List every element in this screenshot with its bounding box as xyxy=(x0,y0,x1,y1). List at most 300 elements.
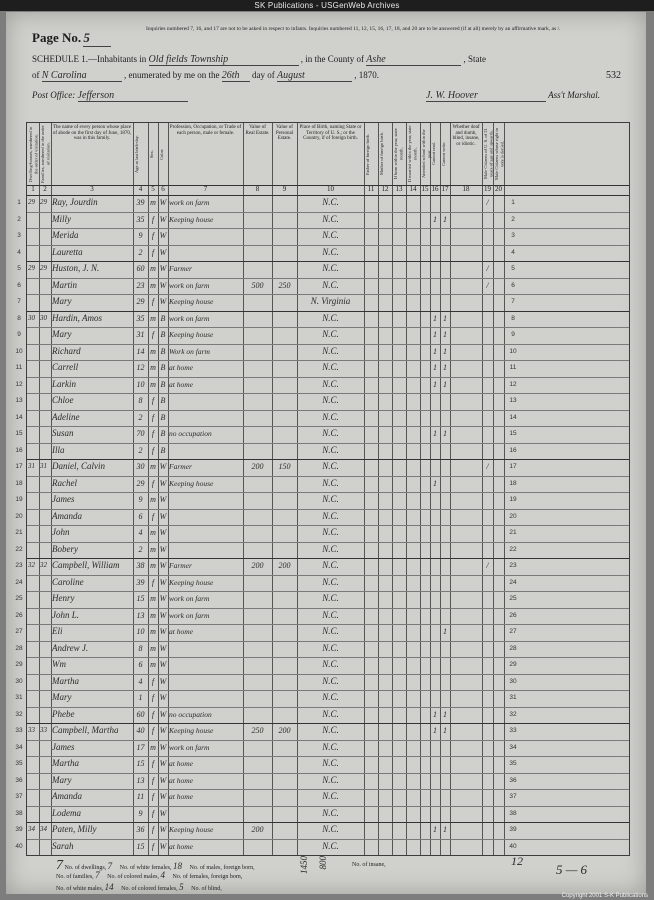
person-age: 8 xyxy=(138,396,143,405)
dwelling-number xyxy=(28,227,38,244)
family-number xyxy=(40,607,50,624)
birth-place: N.C. xyxy=(322,411,339,422)
cannot-read-mark xyxy=(431,590,439,607)
cannot-read-mark xyxy=(431,541,439,558)
cannot-write-mark xyxy=(441,574,449,591)
family-number xyxy=(40,838,50,855)
person-age: 4 xyxy=(138,676,143,686)
citizen-mark xyxy=(483,590,492,607)
birth-place: N.C. xyxy=(322,626,339,636)
birth-place: N.C. xyxy=(322,609,339,620)
person-name: Susan xyxy=(52,428,74,438)
person-color: W xyxy=(159,627,167,636)
marshal-line xyxy=(426,90,600,102)
person-sex: f xyxy=(151,429,155,438)
cannot-write-mark xyxy=(441,607,449,624)
birth-place: N.C. xyxy=(322,543,339,554)
white-males-count: 14 xyxy=(104,882,114,892)
personal-estate-value xyxy=(273,227,296,244)
cannot-read-mark xyxy=(431,194,439,211)
dwelling-number xyxy=(28,508,38,525)
cannot-write-mark xyxy=(441,739,449,756)
header-rule xyxy=(27,185,629,186)
person-color: B xyxy=(160,313,166,323)
dwelling-number xyxy=(28,689,38,706)
column-number-3: 3 xyxy=(90,185,94,193)
person-occupation: Keeping house xyxy=(169,577,214,587)
dwelling-number xyxy=(28,409,38,426)
personal-estate-value xyxy=(273,772,296,789)
real-estate-value: 200 xyxy=(251,825,264,834)
real-estate-value xyxy=(244,640,271,657)
person-sex: m xyxy=(150,742,156,752)
row-number: 38 xyxy=(509,809,517,817)
person-occupation: at home xyxy=(169,775,193,785)
personal-estate-value xyxy=(273,194,296,211)
row-number: 25 xyxy=(509,595,517,602)
person-color: W xyxy=(159,297,167,306)
person-occupation xyxy=(169,409,242,426)
column-header-17: Cannot write. xyxy=(441,141,446,167)
row-number-left: 7 xyxy=(17,298,21,305)
column-header-7: Profession, Occupation, or Trade of each person, male or female. xyxy=(169,125,242,136)
row-number: 18 xyxy=(509,479,517,487)
cannot-write-mark: 1 xyxy=(443,825,447,834)
person-age: 6 xyxy=(138,660,143,669)
dwelling-number xyxy=(28,541,38,558)
column-header-10: Place of Birth, naming State or Territory of U. S.; or the Country, if of foreign birth. xyxy=(299,125,362,141)
personal-estate-value: 250 xyxy=(278,280,291,290)
instructions-note: Inquiries numbered 7, 16, and 17 are not to be asked in respect to infants. Inquiries numbered 11, 12, 15, 16, 17, 18, and 20 are to be answered (if at all) merely by an affirmative mark, as /. xyxy=(146,26,561,32)
cannot-read-mark xyxy=(431,409,439,426)
citizen-mark xyxy=(483,376,492,393)
family-number xyxy=(40,524,50,541)
person-sex: m xyxy=(150,198,156,207)
birth-place: N.C. xyxy=(322,659,339,669)
real-estate-value xyxy=(244,673,271,690)
column-number-1: 1 xyxy=(31,185,35,193)
row-number: 21 xyxy=(509,529,517,536)
row-number: 15 xyxy=(509,430,517,437)
row-number-left: 26 xyxy=(15,611,23,619)
real-estate-value xyxy=(244,343,271,360)
person-age: 29 xyxy=(136,478,145,488)
real-estate-value xyxy=(244,211,271,228)
personal-estate-value xyxy=(273,788,296,805)
person-occupation: Farmer xyxy=(169,561,192,570)
row-number-left: 31 xyxy=(15,694,23,701)
person-color: W xyxy=(159,594,167,603)
person-occupation: work on farm xyxy=(169,610,210,620)
personal-estate-value xyxy=(273,409,296,426)
person-occupation xyxy=(169,689,242,706)
person-occupation: Work on farm xyxy=(169,346,210,356)
row-number: 10 xyxy=(509,347,517,355)
column-number-18: 18 xyxy=(462,185,470,193)
cannot-read-mark: 1 xyxy=(433,313,437,323)
person-sex: m xyxy=(150,544,156,554)
dwelling-number: 29 xyxy=(28,264,35,272)
column-number-17: 17 xyxy=(441,185,449,193)
person-color: W xyxy=(159,214,167,224)
row-number: 6 xyxy=(511,281,515,289)
real-estate-value xyxy=(244,607,271,624)
cannot-read-mark xyxy=(431,557,439,574)
person-name: Caroline xyxy=(52,576,84,587)
person-name: Campbell, Martha xyxy=(52,725,119,735)
person-occupation xyxy=(169,541,242,558)
row-number: 4 xyxy=(511,248,515,256)
dwelling-number xyxy=(28,392,38,409)
family-number xyxy=(40,244,50,261)
person-sex: f xyxy=(151,412,155,422)
person-age: 9 xyxy=(138,495,143,504)
birth-place: N.C. xyxy=(322,428,339,438)
schedule-label: SCHEDULE 1.—Inhabitants in xyxy=(32,54,147,64)
cannot-write-mark xyxy=(441,475,449,492)
person-sex: m xyxy=(150,561,156,570)
person-occupation: at home xyxy=(169,379,193,389)
row-number-left: 32 xyxy=(15,710,23,718)
cannot-read-mark: 1 xyxy=(433,214,437,224)
personal-estate-value xyxy=(273,739,296,756)
row-number: 13 xyxy=(509,397,517,404)
cannot-read-mark: 1 xyxy=(433,330,437,339)
row-number-left: 39 xyxy=(15,826,23,833)
row-number: 29 xyxy=(509,661,517,668)
personal-estate-value xyxy=(273,491,296,508)
column-header-16: Cannot read. xyxy=(431,142,436,166)
row-number-left: 38 xyxy=(15,809,23,817)
enumerated-label: , enumerated by me on the xyxy=(124,70,220,80)
column-number-11: 11 xyxy=(367,185,375,193)
personal-estate-value xyxy=(273,293,296,310)
person-name: Lodema xyxy=(52,807,81,818)
person-color: W xyxy=(159,561,167,570)
person-color: W xyxy=(159,495,167,504)
cannot-read-mark xyxy=(431,442,439,459)
county-label: , in the County of xyxy=(300,54,364,64)
column-number-19: 19 xyxy=(484,185,491,193)
person-name: Campbell, William xyxy=(52,560,120,570)
person-age: 15 xyxy=(136,594,145,603)
person-color: W xyxy=(159,478,167,488)
column-number-12: 12 xyxy=(381,185,389,193)
person-name: Amanda xyxy=(52,510,82,521)
personal-estate-value xyxy=(273,343,296,360)
person-sex: f xyxy=(151,775,155,785)
real-estate-value xyxy=(244,409,271,426)
dwellings-count-2: 7 xyxy=(107,861,113,871)
person-sex: m xyxy=(150,594,156,603)
personal-estate-value xyxy=(273,689,296,706)
citizen-mark xyxy=(483,805,492,822)
person-sex: m xyxy=(150,627,156,636)
person-name: Andrew J. xyxy=(52,642,89,653)
family-number xyxy=(40,739,50,756)
person-occupation: work on farm xyxy=(169,313,210,323)
real-estate-value xyxy=(244,656,271,673)
real-estate-value xyxy=(244,392,271,409)
birth-place: N.C. xyxy=(322,395,339,405)
column-number-15: 15 xyxy=(421,185,429,193)
person-name: Mary xyxy=(52,296,72,306)
colored-males-label: No. of colored males, xyxy=(107,874,159,880)
person-name: Lauretta xyxy=(52,246,83,257)
citizen-mark xyxy=(483,475,492,492)
person-color: B xyxy=(160,379,166,389)
cannot-write-mark xyxy=(441,772,449,789)
person-sex: f xyxy=(151,841,155,851)
person-color: W xyxy=(159,825,167,834)
row-number-left: 15 xyxy=(15,430,23,437)
birth-place: N.C. xyxy=(322,840,339,851)
person-name: Huston, J. N. xyxy=(52,263,100,273)
person-age: 12 xyxy=(136,363,145,372)
birth-place: N.C. xyxy=(322,362,339,372)
citizen-mark xyxy=(483,359,492,376)
citizen-mark xyxy=(483,673,492,690)
cannot-write-mark: 1 xyxy=(443,330,447,339)
person-occupation xyxy=(169,673,242,690)
cannot-write-mark xyxy=(441,656,449,673)
person-occupation: no occupation xyxy=(169,429,212,438)
birth-place: N.C. xyxy=(322,791,339,801)
person-occupation: at home xyxy=(169,759,193,768)
real-estate-value xyxy=(244,541,271,558)
person-sex: m xyxy=(150,660,156,669)
person-name: Milly xyxy=(52,213,71,224)
cannot-write-mark xyxy=(441,590,449,607)
person-name: Bobery xyxy=(52,543,78,554)
person-age: 35 xyxy=(136,313,145,323)
family-number xyxy=(40,706,50,723)
person-sex: f xyxy=(151,759,155,768)
person-color: W xyxy=(159,577,167,587)
dwelling-number xyxy=(28,673,38,690)
person-color: B xyxy=(160,445,166,455)
family-number xyxy=(40,293,50,310)
person-occupation: Keeping house xyxy=(169,330,214,339)
person-name: Wm xyxy=(52,659,66,669)
person-name: Mary xyxy=(52,329,72,339)
real-estate-value xyxy=(244,524,271,541)
citizen-mark xyxy=(483,623,492,640)
column-header-6: Color. xyxy=(159,148,164,160)
census-sheet xyxy=(6,12,646,894)
person-color: B xyxy=(160,330,166,339)
personal-estate-value xyxy=(273,359,296,376)
row-number: 7 xyxy=(511,298,515,305)
families-label: No. of families, xyxy=(56,874,94,880)
person-color: W xyxy=(159,610,167,620)
person-age: 39 xyxy=(136,198,145,207)
citizen-mark xyxy=(483,244,492,261)
person-color: W xyxy=(159,676,167,686)
state-label: , State xyxy=(463,54,486,64)
column-header-5: Sex. xyxy=(149,150,154,158)
personal-estate-value xyxy=(273,838,296,855)
dwelling-number xyxy=(28,244,38,261)
family-number xyxy=(40,442,50,459)
person-name: Richard xyxy=(52,345,81,356)
dwelling-number xyxy=(28,623,38,640)
birth-place: N.C. xyxy=(322,230,339,240)
dwelling-number xyxy=(28,656,38,673)
row-number-left: 16 xyxy=(15,446,23,454)
column-header-11: Father of foreign birth. xyxy=(365,133,370,175)
day-of-label: day of xyxy=(251,70,275,80)
cannot-write-mark xyxy=(441,227,449,244)
row-number-left: 14 xyxy=(15,413,23,421)
row-number: 37 xyxy=(509,793,517,800)
person-occupation: Keeping house xyxy=(169,478,214,488)
family-number: 29 xyxy=(40,198,47,206)
person-sex: m xyxy=(150,643,156,653)
citizen-mark xyxy=(483,706,492,723)
column-header-2: Families, numbered in the order of visitation. xyxy=(40,125,51,183)
birth-place: N.C. xyxy=(322,329,339,339)
person-age: 70 xyxy=(136,429,145,438)
column-rule xyxy=(493,123,494,855)
personal-estate-value xyxy=(273,475,296,492)
cannot-write-mark xyxy=(441,524,449,541)
person-sex: f xyxy=(151,577,155,587)
cannot-read-mark: 1 xyxy=(433,709,437,719)
cannot-write-mark xyxy=(441,541,449,558)
column-rule xyxy=(504,123,505,855)
row-number: 34 xyxy=(509,743,517,751)
citizen-mark xyxy=(483,409,492,426)
copyright-notice: Copyright 2001 S-K Publications xyxy=(561,893,648,899)
citizen-mark xyxy=(483,442,492,459)
cannot-write-mark xyxy=(441,805,449,822)
row-number-left: 13 xyxy=(15,397,23,404)
person-age: 15 xyxy=(136,759,145,768)
citizen-mark: / xyxy=(486,264,489,273)
cannot-read-mark xyxy=(431,293,439,310)
family-number: 32 xyxy=(40,561,47,569)
personal-estate-value xyxy=(273,673,296,690)
township-value: Old fields Township xyxy=(149,54,299,66)
person-sex: f xyxy=(151,330,155,339)
cannot-write-mark xyxy=(441,260,449,277)
birth-place: N.C. xyxy=(322,560,339,570)
column-number-6: 6 xyxy=(161,185,165,193)
row-number-left: 34 xyxy=(15,743,23,751)
row-number-left: 27 xyxy=(15,628,23,635)
birth-place: N.C. xyxy=(322,774,339,785)
person-name: Adeline xyxy=(52,411,80,422)
citizen-mark xyxy=(483,739,492,756)
row-number-left: 3 xyxy=(17,232,21,239)
row-number: 35 xyxy=(509,760,517,767)
birth-place: N.C. xyxy=(322,494,339,504)
row-number-left: 40 xyxy=(15,842,23,850)
column-number-5: 5 xyxy=(151,185,155,193)
page-label: Page No. xyxy=(32,30,82,45)
birth-place: N.C. xyxy=(322,642,339,653)
person-age: 38 xyxy=(136,561,145,570)
cannot-read-mark xyxy=(431,508,439,525)
person-name: Mary xyxy=(52,774,72,785)
row-number: 39 xyxy=(509,826,517,833)
cannot-read-mark xyxy=(431,574,439,591)
row-number: 30 xyxy=(509,677,517,685)
person-sex: f xyxy=(151,825,155,834)
person-name: Chloe xyxy=(52,395,74,405)
family-number xyxy=(40,788,50,805)
row-number: 9 xyxy=(511,331,515,338)
person-age: 9 xyxy=(138,231,143,240)
citizen-mark xyxy=(483,541,492,558)
cannot-write-mark xyxy=(441,392,449,409)
personal-estate-value xyxy=(273,656,296,673)
person-sex: f xyxy=(151,792,155,801)
citizen-mark xyxy=(483,656,492,673)
family-number xyxy=(40,211,50,228)
person-color: W xyxy=(159,660,167,669)
person-sex: f xyxy=(151,693,155,702)
person-occupation: at home xyxy=(169,627,193,636)
row-number: 40 xyxy=(509,842,517,850)
citizen-mark: / xyxy=(486,198,489,207)
row-number: 20 xyxy=(509,512,517,520)
person-age: 35 xyxy=(136,214,145,224)
personal-estate-value xyxy=(273,310,296,327)
cannot-write-mark xyxy=(441,689,449,706)
personal-estate-value: 200 xyxy=(278,561,291,570)
person-occupation: Keeping house xyxy=(169,214,214,224)
dwelling-number xyxy=(28,442,38,459)
real-estate-value xyxy=(244,359,271,376)
person-color: W xyxy=(159,462,167,471)
person-name: Amanda xyxy=(52,791,82,801)
cannot-write-mark xyxy=(441,293,449,310)
real-estate-value xyxy=(244,755,271,772)
dwelling-number: 33 xyxy=(28,726,35,734)
person-sex: m xyxy=(150,313,156,323)
real-estate-value: 200 xyxy=(251,561,264,570)
citizen-mark xyxy=(483,574,492,591)
cannot-write-mark xyxy=(441,491,449,508)
family-number: 33 xyxy=(40,726,47,734)
real-estate-value xyxy=(244,788,271,805)
cannot-read-mark xyxy=(431,260,439,277)
archive-banner: SK Publications - USGenWeb Archives xyxy=(0,0,654,11)
person-color: W xyxy=(159,726,167,735)
row-number-left: 11 xyxy=(15,364,23,371)
colored-males-count: 4 xyxy=(160,870,165,880)
person-occupation xyxy=(169,524,242,541)
dwelling-number: 34 xyxy=(28,825,35,833)
person-age: 2 xyxy=(138,445,143,455)
person-sex: f xyxy=(151,214,155,224)
family-number xyxy=(40,805,50,822)
birth-place: N.C. xyxy=(322,246,339,257)
personal-estate-value xyxy=(273,541,296,558)
row-number: 5 xyxy=(511,265,515,272)
row-number: 36 xyxy=(509,776,517,784)
birth-place: N.C. xyxy=(322,527,339,537)
cannot-read-mark xyxy=(431,640,439,657)
birth-place: N.C. xyxy=(322,576,339,587)
column-number-8: 8 xyxy=(255,185,260,193)
person-name: John xyxy=(52,527,70,537)
cannot-write-mark xyxy=(441,244,449,261)
personal-estate-value xyxy=(273,623,296,640)
personal-estate-value xyxy=(273,508,296,525)
